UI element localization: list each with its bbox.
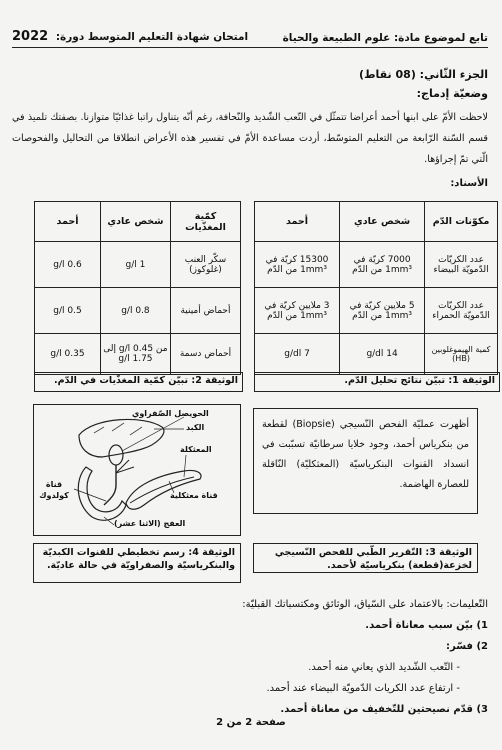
table1-cell: عدد الكريّات الدّمويّة الحمراء [425,288,498,334]
biopsy-report-box: أظهرت عمليّة الفحص النّسيجي (Biopsie) لقطعة من بنكرياس أحمد، وجود خلايا سرطانيّة تسبّبت في انسداد القنوات البنكرياسيّة (المعثكليّة) النّاقلة للعصارة الهاضمة. [253,408,478,514]
document-1-caption: الوثيقة 1: تبيّن نتائج تحليل الدّم. [254,372,500,392]
table2-cell: 1 g/l [100,242,170,288]
question-1: 1) بيّن سبب معاناة أحمد. [365,620,488,631]
header-exam [12,29,248,44]
table1-header: أحمد [255,202,340,242]
document-3-caption: الوثيقة 3: التّقرير الطّبي للفحص النّسيجي لخزعة(قطعة) بنكرياسيّة لأحمد. [253,543,478,573]
blood-analysis-table [254,201,498,375]
document-4-caption: الوثيقة 4: رسم تخطيطي للقنوات الكبديّة والبنكرياسيّة والصفراويّة في حالة عاديّة. [33,543,241,583]
table2-header: كمّية المغذّيات [170,202,240,242]
table1-cell: 3 ملايين كريّة في 1mm³ من الدّم [255,288,340,334]
part-title: الجزء الثّاني: (08 نقاط) [359,68,488,81]
table1-cell: كمية الهيموغلوبين (HB) [425,334,498,375]
table2-cell: أحماض أمينية [170,288,240,334]
gallbladder-label: الحويصل الصّفراوي [132,409,209,418]
question-3: 3) قدّم نصيحتين للتّخفيف من معاناة أحمد. [280,704,488,715]
table2-cell: 0.5 g/l [35,288,101,334]
header-exam-label: امتحان شهادة التعليم المتوسط دورة: [55,31,249,43]
choledoque-label: قناة كولدوك [39,480,69,500]
table2-cell: من 0.45 g/l إلى 1.75 g/l [100,334,170,375]
duodenum-label: العفج (الاثنا عشر) [114,519,186,528]
table1-header: شخص عادي [340,202,425,242]
header-subject: تابع لموضوع مادة: علوم الطبيعة والحياة [282,32,488,44]
table1-cell: 7000 كريّة في 1mm³ من الدّم [340,242,425,288]
table1-cell: عدد الكريّات الدّمويّة البيضاء [425,242,498,288]
intro-paragraph: لاحظت الأمّ على ابنها أحمد أعراضا تتمثّل في التّعب الشّديد والنّحافة، رغم أنّه يتناول راتبا غذائيّا متوازنا. بصفتك تلميذ في قسم السّنة الرّابعة من التعليم المتوسّط، أردت مساعدة الأمّ في تفسير هذه الأعراض انطلاقا من التحاليل والفحوصات الّتي تمّ إجراؤها. [12,112,488,165]
document-2-caption: الوثيقة 2: تبيّن كمّية المغذّيات في الدّم. [34,372,243,392]
table2-cell: 0.35 g/l [35,334,101,375]
page-header [12,24,488,48]
pancreatic-duct-label: قناة معثكلية [170,491,218,500]
header-year: 2022 [12,29,49,44]
table2-header: شخص عادي [100,202,170,242]
table2-cell: أحماض دسمة [170,334,240,375]
table1-header: مكوّنات الدّم [425,202,498,242]
table1-cell: 5 ملايين كريّة في 1mm³ من الدّم [340,288,425,334]
pancreas-label: المعثكلة [180,445,212,454]
table2-cell: سكّر العنب (غلوكوز) [170,242,240,288]
documents-label: الأسناد: [450,178,488,189]
table2-cell: 0.6 g/l [35,242,101,288]
organ-sketch [34,405,240,535]
instructions [12,594,488,720]
digestive-ducts-diagram [33,404,241,536]
table2-header: أحمد [35,202,101,242]
nutrients-table [34,201,241,375]
situation-title: وضعيّة إدماج: [416,87,488,100]
page-footer: صفحة 2 من 2 [216,717,286,728]
question-2: 2) فسّر: [446,641,488,652]
question-2a: - التّعب الشّديد الذي يعاني منه أحمد. [308,662,460,673]
table1-cell: 7 g/dl [255,334,340,375]
question-2b: - ارتفاع عدد الكريات الدّمويّة البيضاء عند أحمد. [266,683,460,694]
liver-label: الكبد [186,423,205,432]
table1-cell: 15300 كريّة في 1mm³ من الدّم [255,242,340,288]
table1-cell: 14 g/dl [340,334,425,375]
table2-cell: 0.8 g/l [100,288,170,334]
instructions-lead: التّعليمات: بالاعتماد على السّياق، الوثائق ومكتسباتك القبليّة: [242,599,488,610]
